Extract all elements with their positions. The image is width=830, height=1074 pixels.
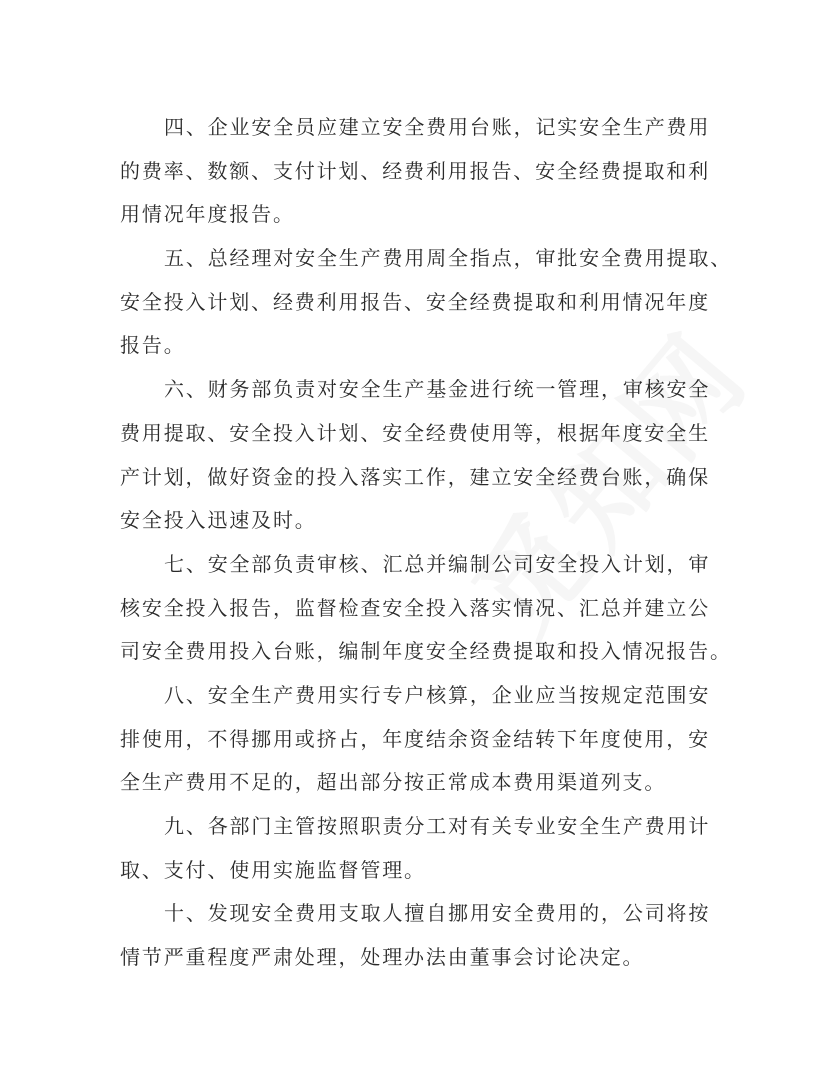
text-line: 十、发现安全费用支取人擅自挪用安全费用的，公司将按	[164, 901, 711, 926]
text-line: 报告。	[120, 333, 186, 358]
text-line: 五、总经理对安全生产费用周全指点，审批安全费用提取、	[164, 246, 733, 271]
text-line: 司安全费用投入台账，编制年度安全经费提取和投入情况报告。	[120, 639, 732, 664]
text-line: 安全投入计划、经费利用报告、安全经费提取和利用情况年度	[120, 289, 710, 314]
text-line: 核安全投入报告，监督检查安全投入落实情况、汇总并建立公	[120, 595, 710, 620]
text-line: 费用提取、安全投入计划、安全经费使用等，根据年度安全生	[120, 420, 710, 445]
paragraph	[120, 543, 760, 674]
text-line: 产计划，做好资金的投入落实工作，建立安全经费台账，确保	[120, 464, 710, 489]
document-body	[120, 106, 760, 980]
text-line: 安全投入迅速及时。	[120, 508, 317, 533]
text-line: 八、安全生产费用实行专户核算，企业应当按规定范围安	[164, 682, 711, 707]
text-line: 九、各部门主管按照职责分工对有关专业安全生产费用计	[164, 814, 711, 838]
text-line: 取、支付、使用实施监督管理。	[120, 857, 426, 882]
paragraph	[120, 892, 760, 979]
text-line: 情节严重程度严肃处理，处理办法由董事会讨论决定。	[120, 945, 645, 970]
text-line: 用情况年度报告。	[120, 202, 295, 227]
paragraph	[120, 237, 760, 368]
text-line: 七、安全部负责审核、汇总并编制公司安全投入计划，审	[164, 551, 711, 576]
text-line: 四、企业安全员应建立安全费用台账，记实安全生产费用	[164, 115, 711, 139]
paragraph	[120, 674, 760, 805]
paragraph	[120, 368, 760, 543]
paragraph	[120, 805, 760, 892]
text-line: 的费率、数额、支付计划、经费利用报告、安全经费提取和利	[120, 158, 710, 183]
text-line: 排使用，不得挪用或挤占，年度结余资金结转下年度使用，安	[120, 726, 710, 751]
text-line: 全生产费用不足的，超出部分按正常成本费用渠道列支。	[120, 770, 667, 795]
text-line: 六、财务部负责对安全生产基金进行统一管理，审核安全	[164, 377, 711, 402]
paragraph	[120, 106, 760, 237]
